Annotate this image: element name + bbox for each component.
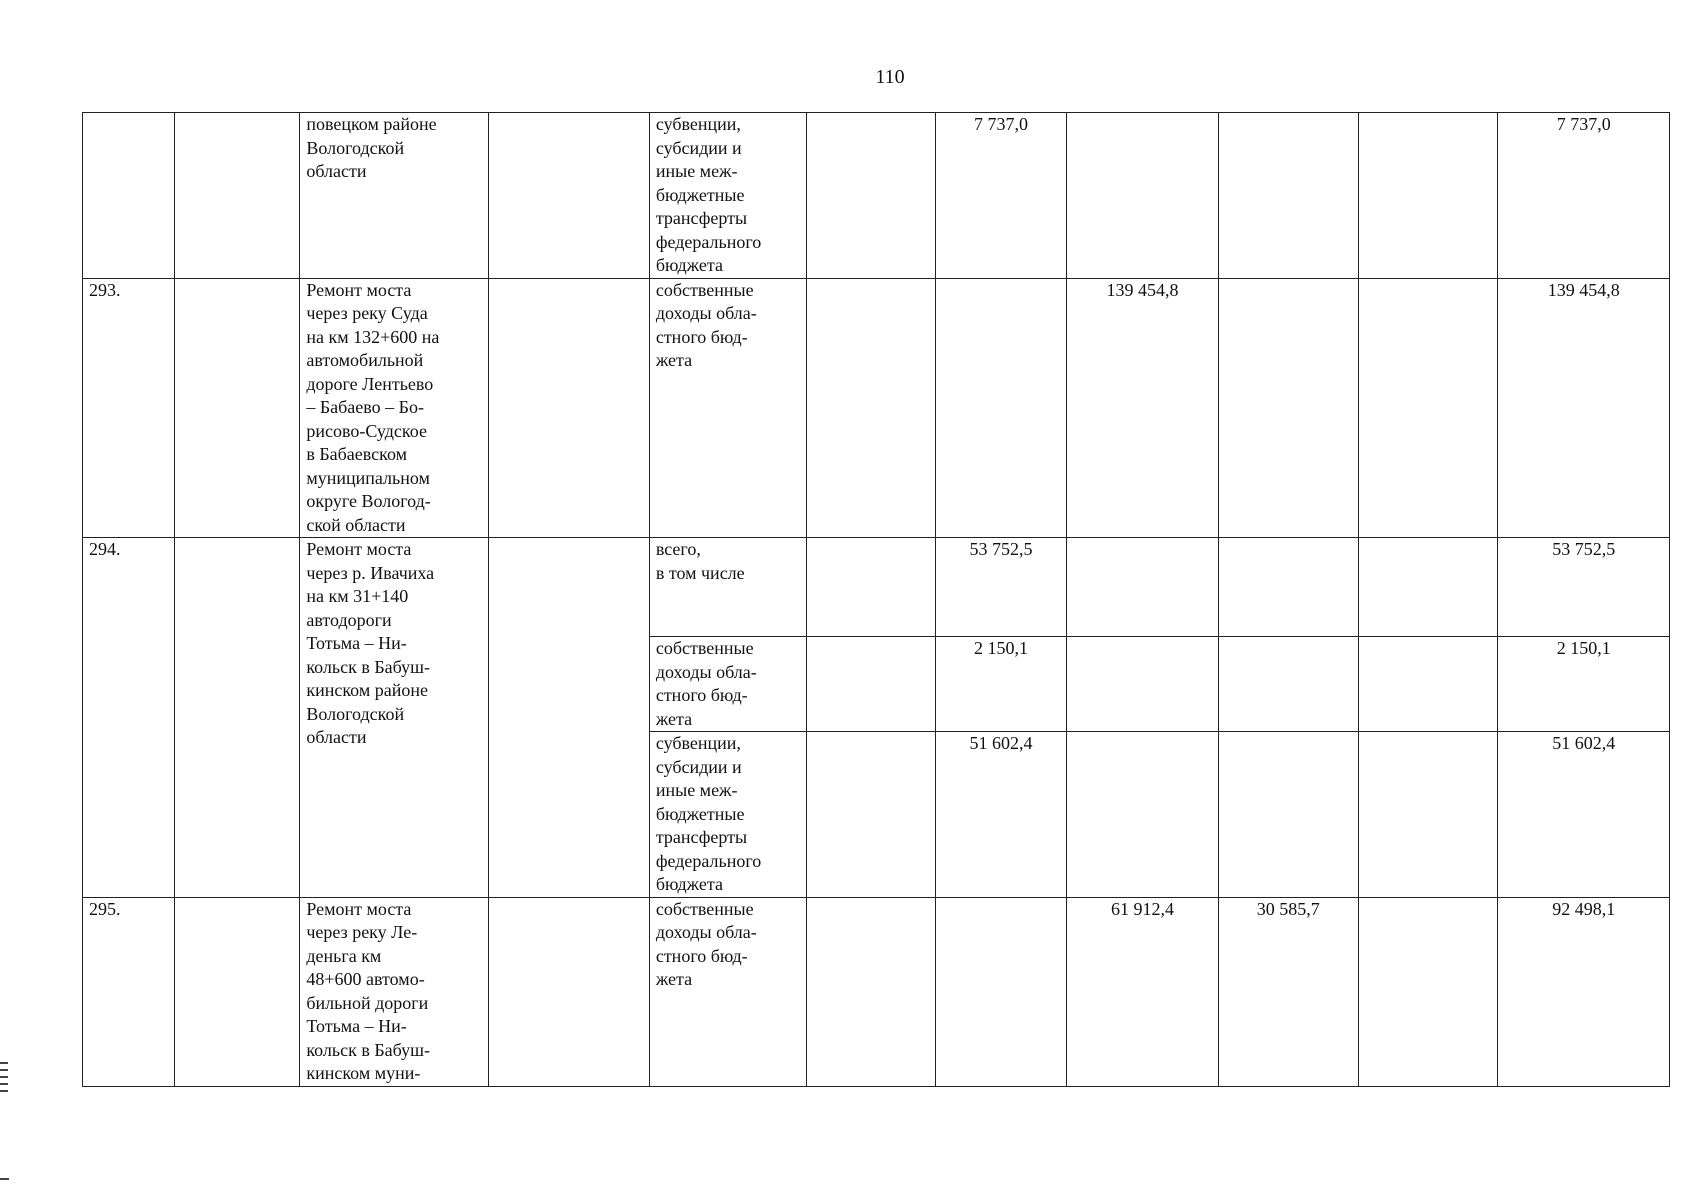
source-cell: всего, в том числе <box>649 538 806 637</box>
scan-margin-dash <box>0 1178 9 1180</box>
source-cell: субвенции, субсидии и иные меж- бюджетные трансферты федерального бюджета <box>649 113 806 279</box>
total-cell: 139 454,8 <box>1498 278 1670 538</box>
value-cell: 51 602,4 <box>935 732 1066 898</box>
scan-margin-marks <box>0 1062 8 1097</box>
index-cell: 294. <box>83 538 175 898</box>
total-cell: 7 737,0 <box>1498 113 1670 279</box>
value-cell: 53 752,5 <box>935 538 1066 637</box>
table-row <box>83 278 1670 538</box>
object-cell: Ремонт моста через реку Ле- деньга км 48+600 автомо- бильной дороги Тотьма – Ни- кольск в Бабуш- кинском муни- <box>300 897 489 1086</box>
object-cell: Ремонт моста через р. Ивачиха на км 31+140 автодороги Тотьма – Ни- кольск в Бабуш- кинском районе Вологодской области <box>300 538 489 898</box>
value-cell: 61 912,4 <box>1067 897 1219 1086</box>
budget-table <box>82 112 1670 1087</box>
source-cell: субвенции, субсидии и иные меж- бюджетные трансферты федерального бюджета <box>649 732 806 898</box>
object-cell: повецком районе Вологодской области <box>300 113 489 279</box>
index-cell: 293. <box>83 278 175 538</box>
value-cell: 7 737,0 <box>935 113 1066 279</box>
total-cell: 2 150,1 <box>1498 637 1670 732</box>
page-number: 110 <box>875 66 905 88</box>
table-row <box>83 113 1670 279</box>
total-cell: 92 498,1 <box>1498 897 1670 1086</box>
source-cell: собственные доходы обла- стного бюд- жета <box>649 278 806 538</box>
value-cell: 30 585,7 <box>1218 897 1358 1086</box>
table-row <box>83 538 1670 637</box>
table-row <box>83 897 1670 1086</box>
index-cell <box>83 113 175 279</box>
value-cell: 2 150,1 <box>935 637 1066 732</box>
total-cell: 51 602,4 <box>1498 732 1670 898</box>
value-cell: 139 454,8 <box>1067 278 1219 538</box>
total-cell: 53 752,5 <box>1498 538 1670 637</box>
source-cell: собственные доходы обла- стного бюд- жета <box>649 637 806 732</box>
index-cell: 295. <box>83 897 175 1086</box>
source-cell: собственные доходы обла- стного бюд- жета <box>649 897 806 1086</box>
object-cell: Ремонт моста через реку Суда на км 132+600 на автомобильной дороге Лентьево – Бабаево – Бо- рисово-Судское в Бабаевском муниципальном округе Вологод- ской области <box>300 278 489 538</box>
